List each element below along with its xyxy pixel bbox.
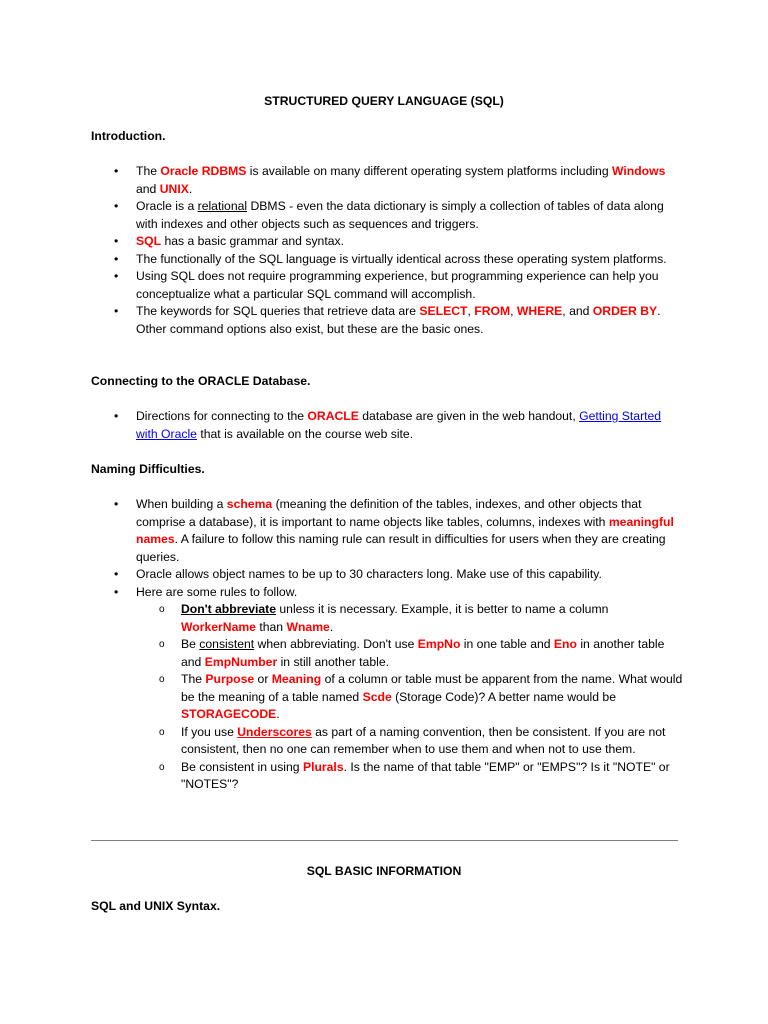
list-item — [136, 584, 684, 794]
highlight-schema: schema — [226, 497, 273, 511]
text-run: Be — [181, 637, 200, 651]
text-run: than — [255, 619, 287, 634]
rule-dont-abbreviate: Don't abbreviate — [181, 602, 277, 616]
text-run: . Is the name of that table "EMP" or "EMPS"? Is it "NOTE" or "NOTES"? — [181, 759, 670, 791]
list-item — [181, 671, 684, 724]
document-title: STRUCTURED QUERY LANGUAGE (SQL) — [264, 94, 504, 108]
text-run: or — [254, 672, 272, 686]
introduction-list — [136, 163, 684, 338]
highlight-oracle-rdbms: Oracle RDBMS — [160, 164, 247, 178]
list-item — [136, 566, 684, 584]
section-heading-syntax: SQL and UNIX Syntax. — [91, 899, 221, 913]
list-item — [181, 759, 684, 794]
sql-basic-information-title: SQL BASIC INFORMATION — [306, 864, 462, 878]
highlight-sql: SQL — [136, 234, 162, 248]
highlight-purpose: Purpose — [205, 672, 255, 686]
text-run: . — [329, 619, 334, 634]
text-run: of a column or table must be apparent from the name. What would be the meaning of a table named — [181, 672, 683, 704]
list-item — [181, 601, 684, 636]
highlight-meaning: Meaning — [271, 672, 322, 686]
highlight-windows: Windows — [612, 164, 666, 178]
list-item — [181, 724, 684, 759]
highlight-plurals: Plurals — [302, 759, 344, 774]
keyword-order-by: ORDER BY — [592, 304, 658, 318]
text-run: database are given in the web handout, — [358, 409, 580, 423]
text-run: . — [276, 707, 280, 721]
text-run: (Storage Code)? A better name would be — [391, 689, 616, 704]
text-run: , and — [562, 304, 593, 318]
text-run: . — [188, 181, 193, 196]
text-run: . A failure to follow this naming rule can result in difficulties for users when they are creating queries. — [136, 532, 666, 564]
text-run: Oracle allows object names to be up to 30 characters long. Make use of this capability. — [136, 567, 602, 581]
list-item — [136, 268, 684, 303]
highlight-meaningful-names: meaningful names — [136, 514, 674, 546]
list-item — [136, 408, 684, 443]
text-run: The — [181, 672, 206, 686]
list-item — [136, 496, 684, 566]
text-run: has a basic grammar and syntax. — [161, 234, 344, 248]
highlight-scde: Scde — [362, 689, 392, 704]
text-run: as part of a naming convention, then be consistent. If you are not consistent, then no one can remember when to use them and when not to use them. — [181, 724, 666, 756]
highlight-unix: UNIX — [159, 181, 189, 196]
text-run: when abbreviating. Don't use — [254, 637, 418, 651]
text-run: The keywords for SQL queries that retrieve data are — [136, 304, 420, 318]
section-heading-naming: Naming Difficulties. — [91, 462, 205, 476]
underlined-relational: relational — [197, 199, 248, 213]
highlight-wname: Wname — [286, 619, 330, 634]
highlight-empnumber: EmpNumber — [204, 654, 278, 669]
text-run: Directions for connecting to the — [136, 409, 308, 423]
naming-list — [136, 496, 684, 794]
keyword-where: WHERE — [516, 304, 563, 318]
highlight-oracle: ORACLE — [307, 409, 359, 423]
list-item — [136, 303, 684, 338]
text-run: and — [136, 181, 160, 196]
text-run: , — [510, 304, 517, 318]
highlight-storagecode: STORAGECODE — [181, 707, 277, 721]
text-run: Be consistent in using — [181, 759, 303, 774]
text-run: , — [467, 304, 475, 318]
text-run: The functionally of the SQL language is virtually identical across these operating system platforms. — [136, 251, 667, 266]
text-run: that is available on the course web site. — [196, 426, 414, 441]
text-run: When building a — [136, 497, 227, 511]
naming-rules-list — [181, 601, 684, 794]
text-run: in one table and — [460, 637, 554, 651]
highlight-workername: WorkerName — [181, 619, 256, 634]
keyword-from: FROM — [474, 304, 511, 318]
connecting-list — [136, 408, 684, 443]
text-run: . Other command options also exist, but these are the basic ones. — [136, 304, 661, 336]
section-heading-connecting: Connecting to the ORACLE Database. — [91, 374, 311, 388]
list-item — [136, 198, 684, 233]
text-run: DBMS - even the data dictionary is simply a collection of tables of data along with indexes and other objects such as sequences and triggers. — [136, 199, 664, 231]
text-run: in still another table. — [277, 654, 389, 669]
getting-started-link[interactable]: Getting Started with Oracle — [136, 409, 662, 441]
text-run: Oracle is a — [136, 199, 198, 213]
highlight-eno: Eno — [553, 637, 577, 651]
text-run: unless it is necessary. Example, it is better to name a column — [276, 602, 609, 616]
text-run: in another table and — [181, 637, 665, 669]
text-run: Using SQL does not require programming experience, but programming experience can help you conceptualize what a particular SQL command will accomplish. — [136, 269, 659, 301]
text-run: Here are some rules to follow. — [136, 584, 298, 599]
underlined-consistent: consistent — [199, 637, 255, 651]
text-run: The — [136, 164, 161, 178]
text-run: If you use — [181, 724, 238, 739]
highlight-underscores: Underscores — [237, 724, 312, 739]
section-heading-introduction: Introduction. — [91, 129, 166, 143]
text-run: (meaning the definition of the tables, indexes, and other objects that comprise a database), it is important to name objects like tables, columns, indexes with — [136, 497, 642, 529]
list-item — [136, 233, 684, 251]
keyword-select: SELECT — [419, 304, 468, 318]
highlight-empno: EmpNo — [417, 637, 461, 651]
horizontal-divider — [91, 840, 678, 841]
list-item — [181, 636, 684, 671]
text-run: is available on many different operating system platforms including — [246, 164, 612, 178]
list-item — [136, 251, 684, 269]
list-item — [136, 163, 684, 198]
